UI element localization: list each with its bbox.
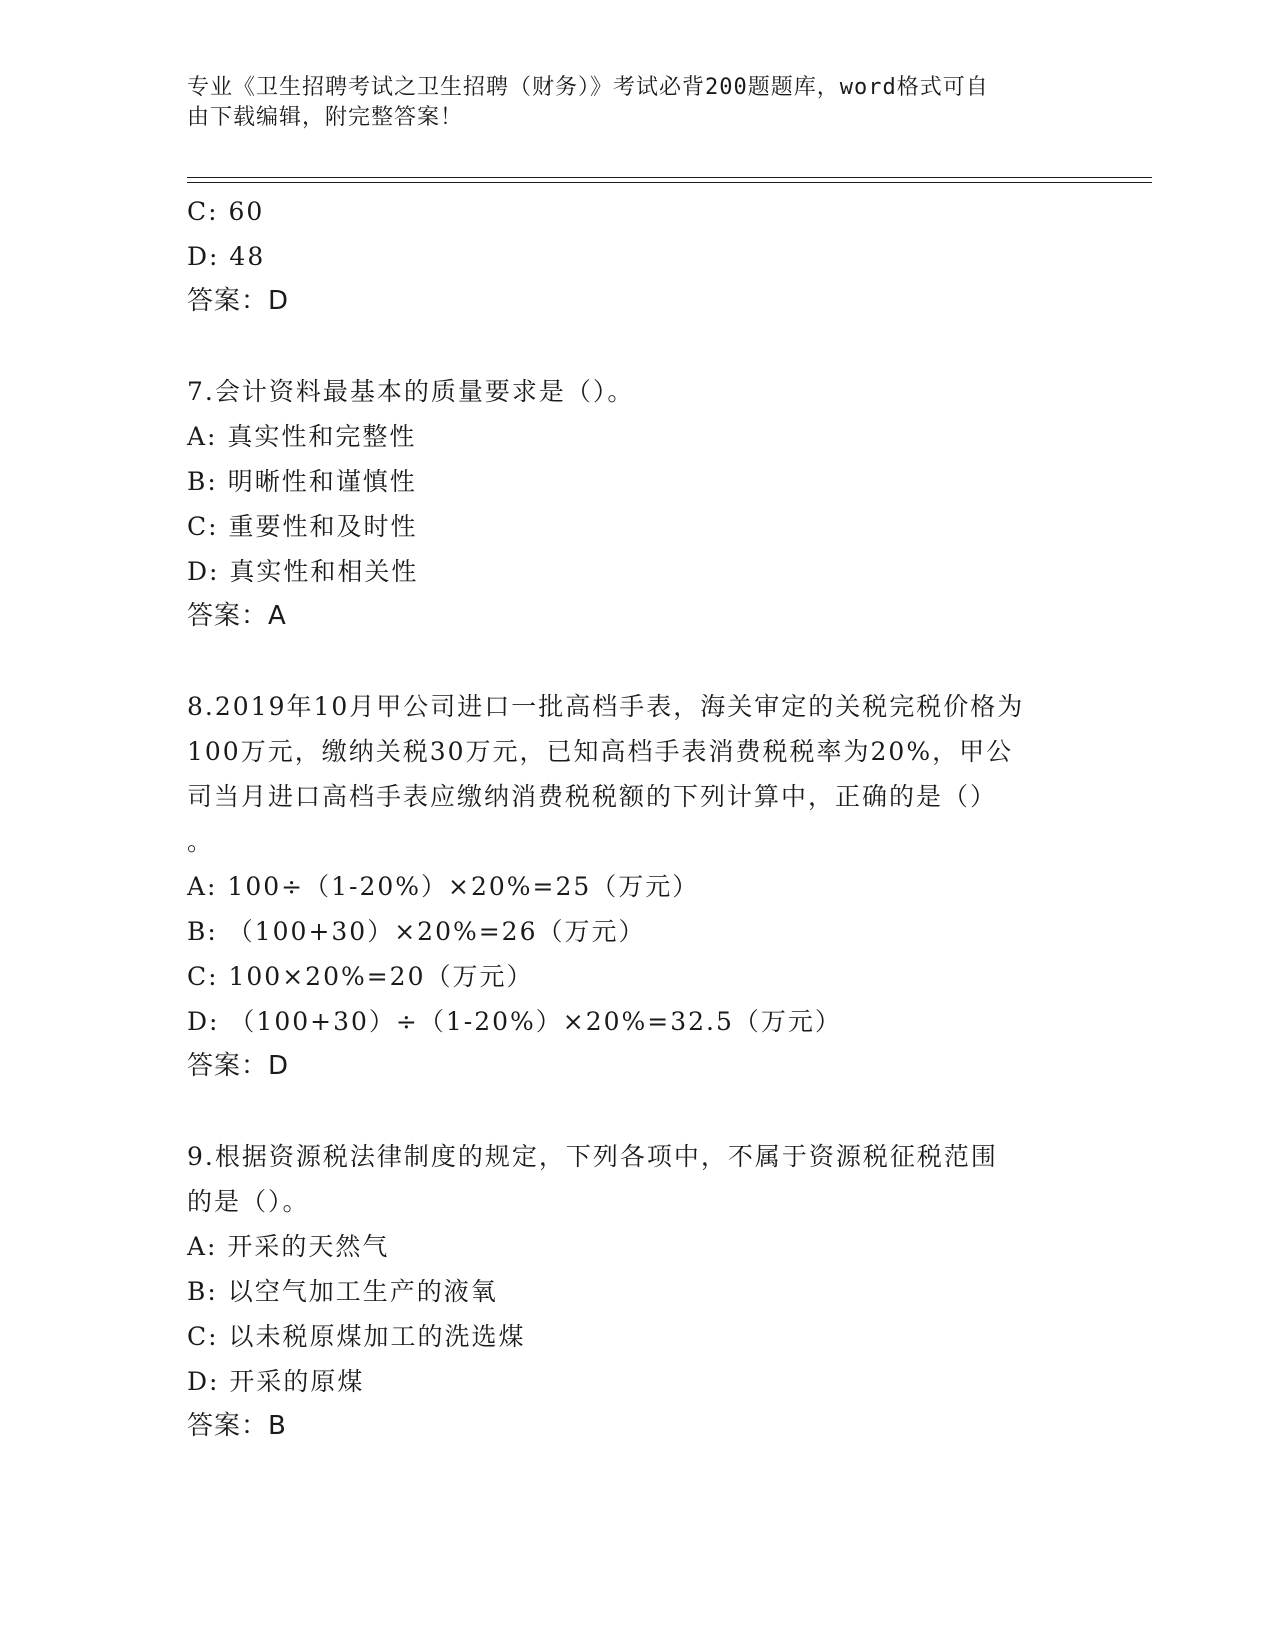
answer-line: 答案：A: [187, 601, 287, 631]
question-stem: 9.根据资源税法律制度的规定，下列各项中，不属于资源税征税范围: [187, 1142, 998, 1171]
option-c: C: 100×20%=20（万元）: [187, 962, 534, 991]
option-b: B: 明晰性和谨慎性: [187, 467, 417, 496]
document-header: [187, 73, 1067, 133]
question-content: [187, 189, 1087, 1449]
answer-line: 答案：D: [187, 1051, 290, 1081]
header-line-1: 专业《卫生招聘考试之卫生招聘（财务）》考试必背200题题库，word格式可自: [187, 75, 989, 100]
option-c: C: 重要性和及时性: [187, 512, 418, 541]
question-stem: 司当月进口高档手表应缴纳消费税税额的下列计算中，正确的是（）: [187, 782, 998, 811]
option-d: D: 开采的原煤: [187, 1367, 365, 1396]
option-b: B: 以空气加工生产的液氧: [187, 1277, 498, 1306]
question-7: [187, 369, 1087, 639]
option-a: A: 开采的天然气: [187, 1232, 390, 1261]
spacer: [187, 639, 1087, 684]
question-8: [187, 684, 1087, 1089]
question-stem: 7.会计资料最基本的质量要求是（）。: [187, 377, 635, 406]
header-line-2: 由下载编辑，附完整答案！: [187, 105, 464, 130]
option-c: C: 60: [187, 197, 265, 226]
answer-line: 答案：D: [187, 286, 290, 316]
answer-line: 答案：B: [187, 1411, 287, 1441]
question-stem: 8.2019年10月甲公司进口一批高档手表，海关审定的关税完税价格为: [187, 692, 1025, 721]
option-d: D: 真实性和相关性: [187, 557, 419, 586]
option-a: A: 100÷（1-20%）×20%=25（万元）: [187, 872, 700, 901]
option-d: D: （100+30）÷（1-20%）×20%=32.5（万元）: [187, 1007, 842, 1036]
spacer: [187, 324, 1087, 369]
spacer: [187, 1089, 1087, 1134]
question-stem: 。: [187, 827, 215, 856]
header-divider-top: [187, 177, 1152, 178]
option-d: D: 48: [187, 242, 266, 271]
option-a: A: 真实性和完整性: [187, 422, 417, 451]
header-divider-bottom: [187, 182, 1152, 183]
question-9: [187, 1134, 1087, 1449]
question-stem: 的是（）。: [187, 1187, 310, 1216]
option-c: C: 以未税原煤加工的洗选煤: [187, 1322, 526, 1351]
option-b: B: （100+30）×20%=26（万元）: [187, 917, 646, 946]
question-stem: 100万元，缴纳关税30万元，已知高档手表消费税税率为20%，甲公: [187, 737, 1014, 766]
